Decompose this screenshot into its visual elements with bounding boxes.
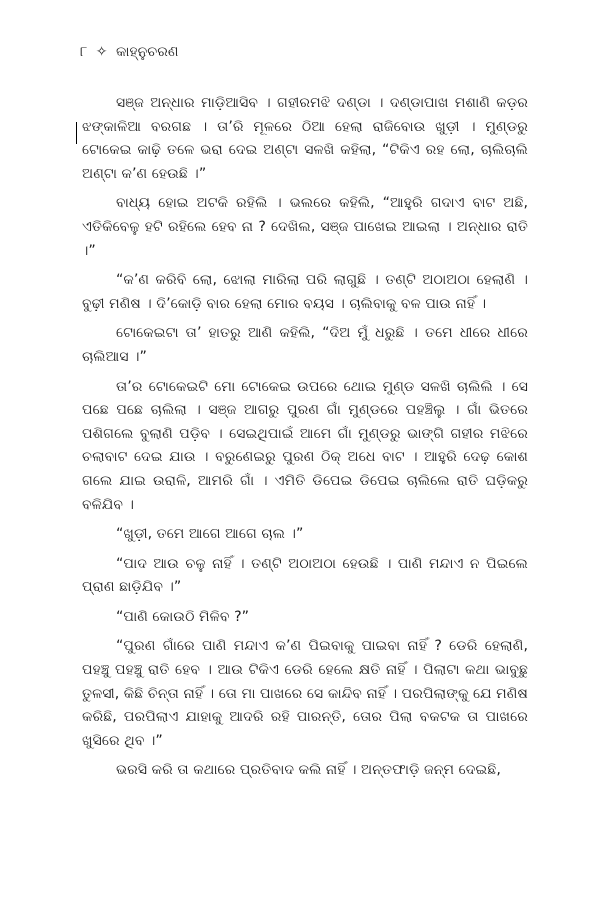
- paragraph: ସଞ୍ଜ ଅନ୍ଧାର ମାଡ଼ିଆସିବ । ଗହୀରମଝି ଦଣ୍ଡା । ଦଣ୍ଡାପାଖ ମଶାଣି କଡ଼ର ଝଙ୍କାଳିଆ ବରଗଛ । ତା’ରି ମୂଳରେ ଠିଆ ହେଲା ରାଜିବୋଉ ଖୁଡ଼ୀ । ମୁଣ୍ଡରୁ ଟୋକେଇ କାଢ଼ି ତଳେ ଭରା ଦେଇ ଅଣ୍ଟା ସଳଖି କହିଲା, “ଟିକିଏ ରହ ଲୋ, ଚାଲିଚାଲି ଅଣ୍ଟା କ’ଣ ହେଉଛି ।”: [82, 95, 528, 182]
- body-text: [82, 92, 528, 789]
- page-number: ୮: [80, 44, 88, 60]
- paragraph: ତା’ର ଟୋକେଇଟି ମୋ ଟୋକେଇ ଉପରେ ଥୋଇ ମୁଣ୍ଡ ସଳଖି ଚାଲିଲି । ସେ ପଛେ ପଛେ ଚାଲିଲା । ସଞ୍ଜ ଆଗରୁ ପୁରଣ ଗାଁ ମୁଣ୍ଡରେ ପହଞ୍ଚିଲୁ । ଗାଁ ଭିତରେ ପଶିଗଲେ ବୁଲାଣି ପଡ଼ିବ । ସେଇଥିପାଇଁ ଆମେ ଗାଁ ମୁଣ୍ଡରୁ ଭାଙ୍ଗି ଗହୀର ମଝିରେ ଚଲାବାଟ ଦେଇ ଯାଉ । ବରୁଣେଇରୁ ପୁରଣ ଠିକ୍ ଅଧେ ବାଟ । ଆହୁରି ଦେଢ଼ କୋଶ ଗଲେ ଯାଇ ଉରାଳି, ଆମରି ଗାଁ । ଏମିତି ଡିପେଇ ଡିପେଇ ଚାଲିଲେ ରାତି ଘଡ଼ିକରୁ ବଳିଯିବ ।: [82, 378, 528, 513]
- running-header: [80, 44, 178, 60]
- paragraph: “ପାଣି କୋଉଠି ମିଳିବ ?”: [116, 608, 249, 625]
- paragraph: “ପୁରଣ ଗାଁରେ ପାଣି ମନ୍ଦାଏ କ’ଣ ପିଇବାକୁ ପାଇବା ନାହିଁ ? ଡେରି ହେଲାଣି, ପହଞ୍ଚୁ ପହଞ୍ଚୁ ରାତି ହେବ । ଆଉ ଟିକିଏ ଡେରି ହେଲେ କ୍ଷତି ନାହିଁ । ପିଲାଟା କଥା ଭାବୁଛୁ ତୁଳସୀ, କିଛି ଚିନ୍ତା ନାହିଁ । ତୋ ମା ପାଖରେ ସେ କାନ୍ଦିବ ନାହିଁ । ପରପିଲାଙ୍କୁ ଯେ ମଣିଷ କରିଛି, ପରପିଲାଏ ଯାହାକୁ ଆଦରି ରହି ପାରନ୍ତି, ତୋର ପିଲା ବକଟକ ତା ପାଖରେ ଖୁସିରେ ଥିବ ।”: [82, 638, 528, 749]
- paragraph: “କ’ଣ କରିବି ଲୋ, ଝୋଲା ମାରିଲା ପରି ଲାଗୁଛି । ତଣ୍ଟି ଅଠାଅଠା ହେଲାଣି । ବୁଢ଼ୀ ମଣିଷ । ଦି’କୋଡ଼ି ବାର ହେଲା ମୋର ବୟସ । ଚାଲିବାକୁ ବଳ ପାଉ ନାହିଁ ।: [82, 272, 528, 312]
- running-title: କାହ୍ନୁଚରଣ: [115, 44, 179, 60]
- paragraph: ଟୋକେଇଟା ତା’ ହାତରୁ ଆଣି କହିଲି, “ଦିଅ ମୁଁ ଧରୁଛି । ତମେ ଧୀରେ ଧୀରେ ଚାଲିଆସ ।”: [82, 325, 528, 365]
- paragraph: ବାଧ୍ୟ ହୋଇ ଅଟକି ରହିଲି । ଭଲରେ କହିଲି, “ଆହୁରି ଗଦାଏ ବାଟ ଅଛି, ଏତିକିବେଳୁ ହଟି ରହିଲେ ହେବ ନା ? ଦେଖିଲ, ସଞ୍ଜ ପାଖେଇ ଆଇଲା । ଅନ୍ଧାର ରାତି ।”: [82, 195, 528, 259]
- paragraph: “ଖୁଡ଼ୀ, ତମେ ଆଗେ ଆଗେ ଚାଲ ।”: [116, 526, 304, 543]
- paragraph: “ପାଦ ଆଉ ଚଳୁ ନାହିଁ । ତଣ୍ଟି ଅଠାଅଠା ହେଉଛି । ପାଣି ମନ୍ଦାଏ ନ ପିଇଲେ ପ୍ରାଣ ଛାଡ଼ିଯିବ ।”: [82, 555, 528, 596]
- text-cursor: [76, 122, 77, 144]
- paragraph: ଭରସି କରି ତା କଥାରେ ପ୍ରତିବାଦ କଲି ନାହିଁ । ଅନ୍ତଫାଡ଼ି ଜନ୍ମ ଦେଇଛି,: [116, 762, 501, 779]
- ornament-icon: ✧: [95, 44, 108, 60]
